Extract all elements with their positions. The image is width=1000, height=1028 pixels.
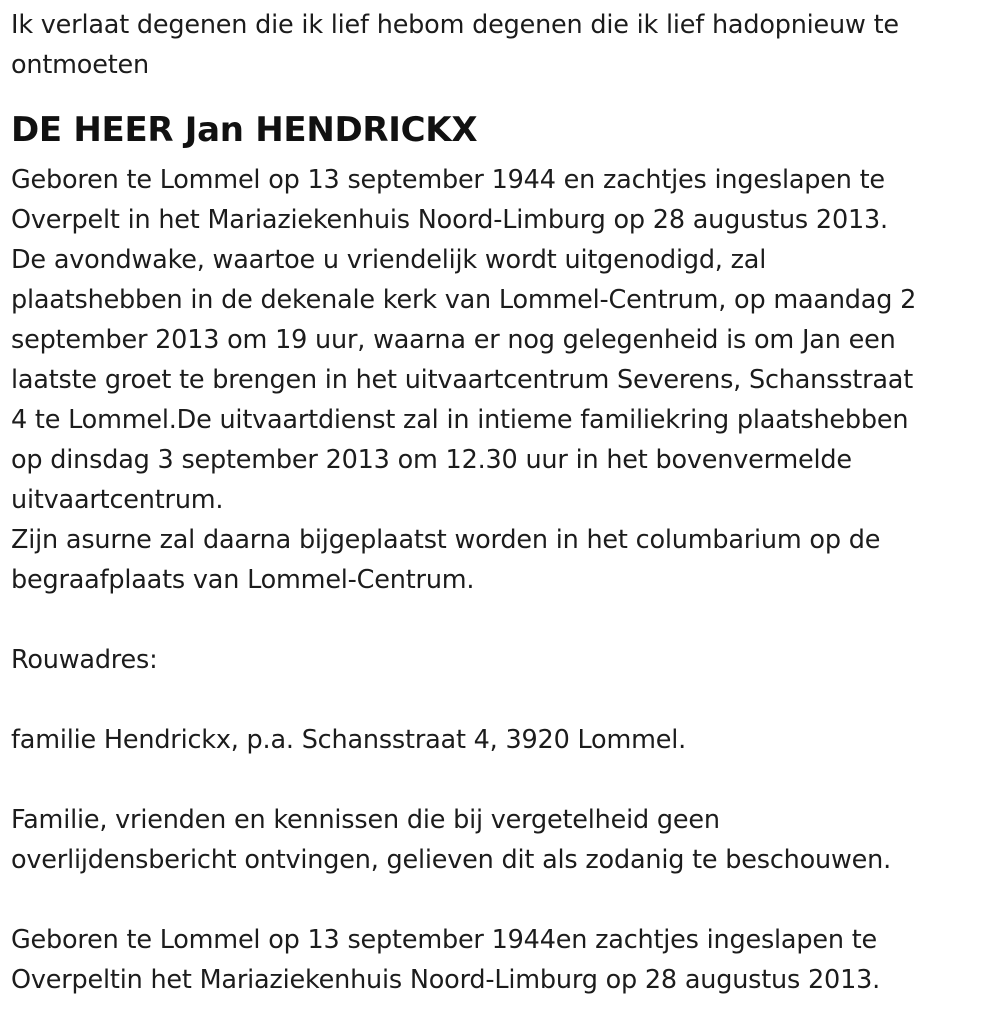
spacer (11, 880, 986, 920)
quote-line: ontmoeten (11, 50, 149, 80)
summary-line: Geboren te Lommel op 13 september 1944en zachtjes ingeslapen te (11, 925, 877, 955)
announcement-line: Zijn asurne zal daarna bijgeplaatst worden in het columbarium op de (11, 525, 881, 555)
spacer (11, 600, 986, 640)
summary-text (11, 920, 986, 1000)
announcement-line: De avondwake, waartoe u vriendelijk wordt uitgenodigd, zal (11, 245, 767, 275)
announcement-line: uitvaartcentrum. (11, 485, 224, 515)
deceased-name-title: DE HEER Jan HENDRICKX (11, 110, 478, 150)
announcement-line: begraafplaats van Lommel-Centrum. (11, 565, 475, 595)
announcement-line: plaatshebben in de dekenale kerk van Lommel-Centrum, op maandag 2 (11, 285, 917, 315)
announcement-text (11, 160, 986, 600)
announcement-line: op dinsdag 3 september 2013 om 12.30 uur in het bovenvermelde (11, 445, 852, 475)
announcement-line: september 2013 om 19 uur, waarna er nog gelegenheid is om Jan een (11, 325, 896, 355)
notice-line: Familie, vrienden en kennissen die bij vergetelheid geen (11, 805, 720, 835)
announcement-line: laatste groet te brengen in het uitvaartcentrum Severens, Schansstraat (11, 365, 914, 395)
mourning-address: familie Hendrickx, p.a. Schansstraat 4, 3920 Lommel. (11, 725, 687, 755)
mourning-address-label: Rouwadres: (11, 645, 158, 675)
announcement-line: Geboren te Lommel op 13 september 1944 en zachtjes ingeslapen te (11, 165, 885, 195)
summary-line: Overpeltin het Mariaziekenhuis Noord-Limburg op 28 augustus 2013. (11, 965, 881, 995)
spacer (11, 760, 986, 800)
notice-line: overlijdensbericht ontvingen, gelieven dit als zodanig te beschouwen. (11, 845, 892, 875)
spacer (11, 680, 986, 720)
announcement-line: 4 te Lommel.De uitvaartdienst zal in intieme familiekring plaatshebben (11, 405, 909, 435)
obituary-document (11, 5, 986, 1000)
opening-quote (11, 5, 986, 85)
announcement-line: Overpelt in het Mariaziekenhuis Noord-Limburg op 28 augustus 2013. (11, 205, 888, 235)
quote-line: Ik verlaat degenen die ik lief hebom degenen die ik lief hadopnieuw te (11, 10, 899, 40)
notice-text (11, 800, 986, 880)
